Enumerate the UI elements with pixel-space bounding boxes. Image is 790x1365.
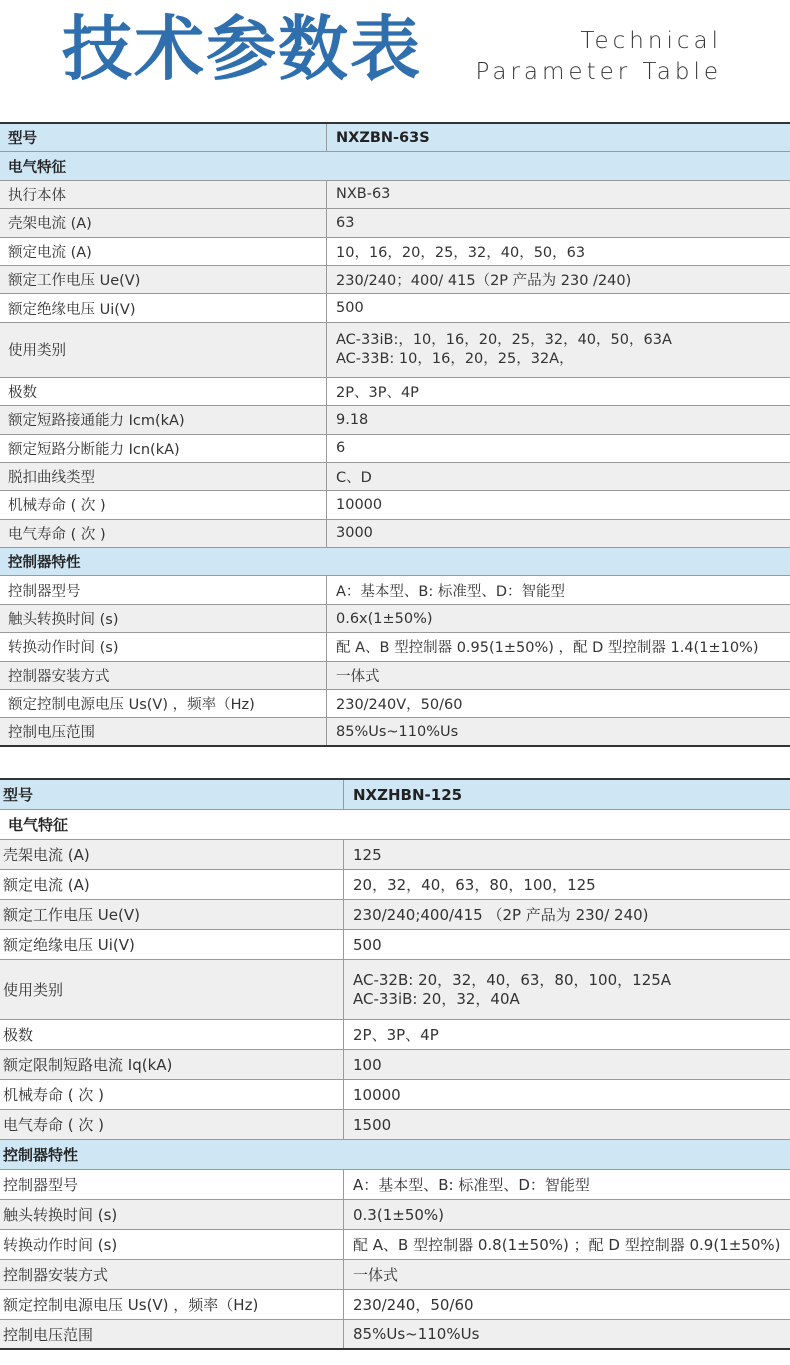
table-row bbox=[0, 435, 790, 463]
model-row bbox=[0, 124, 790, 152]
table-row bbox=[0, 520, 790, 548]
row-label: 额定短路接通能力 Icm(kA) bbox=[0, 406, 327, 433]
row-label: 壳架电流 (A) bbox=[0, 840, 344, 869]
table-row bbox=[0, 406, 790, 434]
row-value: 125 bbox=[353, 845, 382, 864]
row-label: 额定电流 (A) bbox=[0, 238, 327, 265]
row-value: 100 bbox=[353, 1055, 382, 1074]
page-title-en-line2: Parameter Table bbox=[475, 59, 722, 85]
page-title-cn: 技术参数表 bbox=[62, 8, 422, 90]
row-label: 控制器型号 bbox=[0, 1170, 344, 1199]
table-row bbox=[0, 1290, 790, 1320]
row-value: 0.3(1±50%) bbox=[353, 1205, 445, 1224]
row-value: 500 bbox=[353, 935, 382, 954]
row-label: 额定工作电压 Ue(V) bbox=[0, 900, 344, 929]
row-value: 0.6x(1±50%) bbox=[336, 610, 433, 627]
row-value: 一体式 bbox=[336, 668, 380, 685]
table-row bbox=[0, 930, 790, 960]
row-label: 额定绝缘电压 Ui(V) bbox=[0, 294, 327, 321]
table-row bbox=[0, 870, 790, 900]
row-value: 10000 bbox=[336, 496, 383, 513]
row-label: 额定电流 (A) bbox=[0, 870, 344, 899]
table-row bbox=[0, 1020, 790, 1050]
row-value: C、D bbox=[336, 470, 372, 487]
page-title-en-line1: Technical bbox=[580, 28, 722, 54]
model-label: 型号 bbox=[0, 124, 327, 151]
model-label: 型号 bbox=[0, 780, 344, 809]
table-row bbox=[0, 209, 790, 237]
row-value-line: AC-33iB:，10，16，20，25，32，40，50，63A bbox=[336, 331, 672, 348]
row-value: 85%Us~110%Us bbox=[353, 1325, 480, 1343]
table-row bbox=[0, 960, 790, 1020]
table-row bbox=[0, 463, 790, 491]
row-label: 额定工作电压 Ue(V) bbox=[0, 266, 327, 293]
row-value: 230/240;400/415 （2P 产品为 230/ 240) bbox=[353, 906, 649, 924]
row-label: 触头转换时间 (s) bbox=[0, 605, 327, 632]
row-value-line: AC-32B: 20，32，40，63，80，100，125A bbox=[353, 970, 672, 989]
row-value: A：基本型、B: 标准型、D：智能型 bbox=[336, 583, 566, 600]
table-row bbox=[0, 266, 790, 294]
row-label: 触头转换时间 (s) bbox=[0, 1200, 344, 1229]
row-value: 1500 bbox=[353, 1115, 392, 1134]
row-value: 2P、3P、4P bbox=[353, 1026, 439, 1044]
row-value-line: AC-33iB: 20，32，40A bbox=[353, 989, 520, 1008]
section-header-electrical bbox=[0, 810, 790, 840]
table-row bbox=[0, 1230, 790, 1260]
row-label: 电气寿命 ( 次 ) bbox=[0, 1110, 344, 1139]
row-value: 20，32，40，63，80，100，125 bbox=[353, 876, 596, 894]
row-label: 电气寿命 ( 次 ) bbox=[0, 520, 327, 547]
table-row bbox=[0, 323, 790, 378]
row-value: 230/240；400/ 415（2P 产品为 230 /240) bbox=[336, 273, 632, 290]
section-title: 电气特征 bbox=[8, 816, 69, 834]
table-row bbox=[0, 378, 790, 406]
row-value bbox=[327, 323, 672, 377]
table-row bbox=[0, 1260, 790, 1290]
row-value: 500 bbox=[336, 300, 364, 317]
section-header-electrical bbox=[0, 152, 790, 180]
row-value: 10000 bbox=[353, 1085, 401, 1104]
row-value: 2P、3P、4P bbox=[336, 384, 419, 401]
model-value: NXZHBN-125 bbox=[353, 785, 463, 804]
row-value bbox=[344, 960, 671, 1019]
row-value: 10，16，20，25，32，40，50，63 bbox=[336, 244, 586, 261]
row-value: 63 bbox=[336, 214, 355, 231]
row-label: 机械寿命 ( 次 ) bbox=[0, 1080, 344, 1109]
row-value: NXB-63 bbox=[336, 186, 391, 203]
table-row bbox=[0, 662, 790, 690]
row-value: 9.18 bbox=[336, 411, 369, 428]
section-title: 电气特征 bbox=[8, 159, 66, 176]
row-label: 额定控制电源电压 Us(V) ，频率（Hz) bbox=[0, 690, 327, 717]
row-value: 配 A、B 型控制器 0.95(1±50%) ，配 D 型控制器 1.4(1±10%) bbox=[336, 640, 759, 657]
row-value: 6 bbox=[336, 440, 346, 457]
model-row bbox=[0, 780, 790, 810]
section-title: 控制器特性 bbox=[3, 1146, 79, 1164]
table-row bbox=[0, 294, 790, 322]
row-label: 极数 bbox=[0, 378, 327, 405]
row-value: 85%Us~110%Us bbox=[336, 723, 459, 740]
row-label: 壳架电流 (A) bbox=[0, 209, 327, 236]
row-label: 额定短路分断能力 Icn(kA) bbox=[0, 435, 327, 462]
model-value: NXZBN-63S bbox=[336, 129, 430, 146]
row-value: 3000 bbox=[336, 525, 373, 542]
row-label: 控制电压范围 bbox=[0, 1320, 344, 1348]
table-row bbox=[0, 576, 790, 604]
row-label: 转换动作时间 (s) bbox=[0, 1230, 344, 1259]
table-row bbox=[0, 605, 790, 633]
row-label: 极数 bbox=[0, 1020, 344, 1049]
page-title-en bbox=[476, 26, 722, 88]
table-row bbox=[0, 1320, 790, 1350]
row-label: 转换动作时间 (s) bbox=[0, 633, 327, 660]
row-label: 使用类别 bbox=[0, 323, 327, 377]
table-row bbox=[0, 840, 790, 870]
row-label: 额定限制短路电流 Iq(kA) bbox=[0, 1050, 344, 1079]
row-label: 执行本体 bbox=[0, 181, 327, 208]
row-label: 额定控制电源电压 Us(V) ，频率（Hz) bbox=[0, 1290, 344, 1319]
table-row bbox=[0, 1050, 790, 1080]
table-row bbox=[0, 690, 790, 718]
table-row bbox=[0, 491, 790, 519]
table-row bbox=[0, 1200, 790, 1230]
row-label: 控制器型号 bbox=[0, 576, 327, 603]
row-label: 额定绝缘电压 Ui(V) bbox=[0, 930, 344, 959]
row-label: 控制器安装方式 bbox=[0, 662, 327, 689]
row-value-line: AC-33B: 10，16，20，25，32A， bbox=[336, 350, 574, 367]
section-header-controller bbox=[0, 1140, 790, 1170]
row-label: 机械寿命 ( 次 ) bbox=[0, 491, 327, 518]
row-value: 230/240，50/60 bbox=[353, 1296, 474, 1314]
table-row bbox=[0, 900, 790, 930]
spec-table-nxzhbn-125 bbox=[0, 778, 790, 1350]
table-row bbox=[0, 1110, 790, 1140]
table-row bbox=[0, 181, 790, 209]
row-value: 一体式 bbox=[353, 1266, 399, 1284]
spec-table-nxzbn-63s bbox=[0, 122, 790, 747]
table-row bbox=[0, 633, 790, 661]
table-row bbox=[0, 1080, 790, 1110]
table-row bbox=[0, 1170, 790, 1200]
table-row bbox=[0, 718, 790, 746]
row-label: 使用类别 bbox=[0, 960, 344, 1019]
row-value: 230/240V，50/60 bbox=[336, 697, 463, 714]
section-header-controller bbox=[0, 548, 790, 576]
section-title: 控制器特性 bbox=[8, 555, 81, 572]
row-value: A：基本型、B: 标准型、D：智能型 bbox=[353, 1176, 590, 1194]
table-row bbox=[0, 238, 790, 266]
row-label: 控制器安装方式 bbox=[0, 1260, 344, 1289]
row-value: 配 A、B 型控制器 0.8(1±50%) ；配 D 型控制器 0.9(1±50%) bbox=[353, 1236, 781, 1254]
row-label: 脱扣曲线类型 bbox=[0, 463, 327, 490]
row-label: 控制电压范围 bbox=[0, 718, 327, 744]
